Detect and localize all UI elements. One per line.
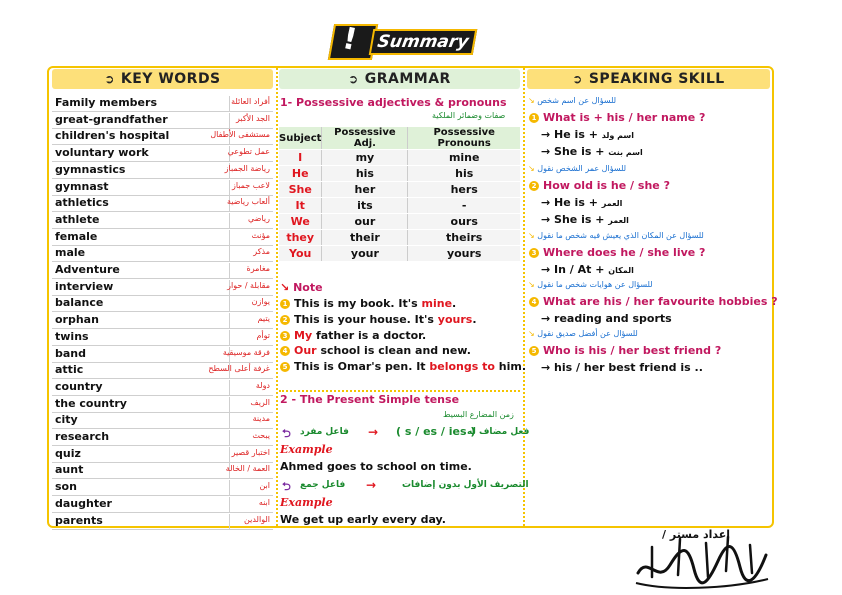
note-highlight: Our <box>294 344 317 358</box>
rule1-verb: فعل مضاف له <box>467 427 530 437</box>
speaking-question <box>529 111 705 124</box>
speaking-answer <box>541 145 643 158</box>
key-word-arabic: أفراد العائلة <box>231 97 270 106</box>
speaking-header-label: SPEAKING SKILL <box>588 71 725 87</box>
table-cell: my <box>322 150 408 166</box>
table-row <box>279 166 520 182</box>
table-row <box>279 230 520 246</box>
key-word-row <box>52 397 273 413</box>
note-text: This is my book. It's <box>294 297 422 310</box>
key-word-english: parents <box>55 513 103 527</box>
key-word-divider <box>229 430 230 446</box>
key-word-english: voluntary work <box>55 146 149 160</box>
note-item <box>280 344 471 357</box>
key-word-arabic: رياضي <box>248 213 270 223</box>
speaking-answer <box>541 263 634 276</box>
speaking-arabic-text: للسؤال عمر الشخص نقول <box>537 164 627 173</box>
note-highlight: mine <box>421 297 453 310</box>
arrow-curved-icon: ⮌ <box>282 427 291 440</box>
key-word-arabic: اختبار قصير <box>231 447 270 457</box>
key-word-divider <box>229 246 230 262</box>
key-word-arabic: توأم <box>256 330 270 340</box>
key-word-row <box>52 196 273 212</box>
note-highlight: yours <box>437 312 473 326</box>
number-badge: 5 <box>280 362 290 372</box>
grammar-section-2-arabic: زمن المضارع البسيط <box>443 410 514 419</box>
speaking-arabic-text: للسؤال عن أفضل صديق نقول <box>537 329 638 338</box>
table-header: Subject <box>279 127 322 150</box>
key-word-english: daughter <box>55 496 112 510</box>
key-word-english: orphan <box>55 313 99 327</box>
speaking-answer-text: reading and sports <box>554 312 672 325</box>
column-divider <box>276 68 278 526</box>
speaking-question <box>529 295 778 308</box>
speaking-arabic-hint <box>528 329 638 338</box>
speaking-arabic-text: للسؤال عن المكان الذي يعيش فيه شخص ما نقول <box>537 231 704 240</box>
key-word-arabic: غرفة أعلى السطح <box>208 364 270 374</box>
arrow-circle-icon: ➲ <box>572 72 583 86</box>
note-text: . <box>452 297 457 310</box>
key-word-arabic: ابن <box>259 481 270 491</box>
speaking-answer-arabic: العمر <box>601 199 623 208</box>
key-word-row <box>52 413 273 429</box>
arrow-right-icon: → <box>541 128 555 141</box>
table-cell: hers <box>408 182 520 198</box>
example-2: We get up early every day. <box>280 513 446 526</box>
key-word-divider <box>229 480 230 496</box>
rule1-singular-subject: فاعل مفرد <box>300 427 349 437</box>
key-word-english: aunt <box>55 463 84 477</box>
key-word-arabic: مغامرة <box>246 264 270 273</box>
number-badge: 3 <box>529 248 539 258</box>
key-word-arabic: مذكر <box>253 247 270 257</box>
section-divider <box>279 390 520 392</box>
arrow-down-right-icon: ↘ <box>528 164 538 173</box>
key-word-row <box>52 363 273 379</box>
note-text: This is your house. It's <box>294 312 438 326</box>
key-word-english: Adventure <box>55 263 120 276</box>
speaking-arabic-text: للسؤال عن هوايات شخص ما نقول <box>537 280 653 289</box>
key-word-arabic: الريف <box>250 397 270 407</box>
rule2-base-verb: التصريف الأول بدون إضافات <box>402 480 529 490</box>
key-word-english: twins <box>55 329 89 343</box>
key-word-row <box>52 263 273 279</box>
grammar-section-1-title: 1- Possessive adjectives & pronouns <box>280 96 507 109</box>
key-word-divider <box>229 330 230 346</box>
key-word-arabic: ألعاب رياضية <box>226 197 270 207</box>
arrow-right-icon: → <box>541 361 555 374</box>
table-cell: his <box>408 166 520 182</box>
arrow-right-icon: → <box>541 196 555 209</box>
key-word-arabic: دولة <box>255 380 270 390</box>
possessive-table <box>279 127 520 262</box>
key-word-row <box>52 347 273 363</box>
key-word-row <box>52 296 273 312</box>
key-word-row <box>52 430 273 446</box>
key-word-row <box>52 514 273 530</box>
exclamation-icon: ! <box>339 20 361 59</box>
key-word-divider <box>229 180 230 196</box>
table-cell: You <box>279 246 322 262</box>
note-item <box>280 329 426 342</box>
key-word-english: interview <box>55 279 114 293</box>
key-word-arabic: يوازن <box>251 297 270 307</box>
key-word-arabic: العمة / الخالة <box>225 464 270 474</box>
arrow-down-right-icon: ↘ <box>528 280 538 289</box>
signature-image <box>628 525 774 591</box>
key-word-divider <box>229 113 230 129</box>
table-cell: her <box>322 182 408 198</box>
note-item <box>280 360 526 373</box>
table-cell: theirs <box>408 230 520 246</box>
table-cell: their <box>322 230 408 246</box>
note-heading <box>280 281 323 294</box>
table-row <box>279 198 520 214</box>
key-word-divider <box>229 313 230 329</box>
table-cell: ours <box>408 214 520 230</box>
key-word-row <box>52 480 273 496</box>
key-word-english: great-grandfather <box>55 112 168 126</box>
arrow-right-icon: → <box>541 312 555 325</box>
key-word-arabic: يبحث <box>252 431 270 440</box>
grammar-header <box>279 69 520 89</box>
arrow-down-right-icon: ↘ <box>528 231 538 240</box>
number-badge: 1 <box>280 299 290 309</box>
key-word-arabic: مؤنث <box>251 230 270 240</box>
number-badge: 5 <box>529 346 539 356</box>
speaking-question <box>529 246 705 259</box>
key-word-row <box>52 230 273 246</box>
table-cell: - <box>408 198 520 214</box>
speaking-answer-text: his / her best friend is .. <box>554 361 703 374</box>
speaking-answer <box>541 213 629 226</box>
speaking-question-text: What are his / her favourite hobbies ? <box>543 295 778 308</box>
speaking-question-text: How old is he / she ? <box>543 179 670 192</box>
table-row <box>279 182 520 198</box>
key-word-english: quiz <box>55 446 81 460</box>
arrow-circle-icon: ➲ <box>104 72 115 86</box>
rule2-arrow: → <box>366 478 377 492</box>
key-word-arabic: مقابلة / حوار <box>227 280 270 290</box>
key-word-row <box>52 113 273 129</box>
arrow-circle-icon: ➲ <box>348 72 359 86</box>
key-word-arabic: فرقة موسيقية <box>222 347 270 357</box>
key-word-english: athlete <box>55 212 100 226</box>
table-cell: He <box>279 166 322 182</box>
key-word-arabic: يتيم <box>257 314 270 324</box>
key-word-row <box>52 313 273 329</box>
key-word-arabic: ابنه <box>258 497 270 507</box>
number-badge: 4 <box>529 297 539 307</box>
key-word-row <box>52 447 273 463</box>
rule1-arrow: → <box>368 425 379 439</box>
speaking-answer-text: He is + <box>554 128 602 141</box>
table-row <box>279 150 520 166</box>
table-cell: our <box>322 214 408 230</box>
key-word-divider <box>229 514 230 530</box>
grammar-header-label: GRAMMAR <box>364 71 451 87</box>
table-cell: they <box>279 230 322 246</box>
speaking-arabic-hint <box>528 164 626 173</box>
key-word-arabic: مستشفى الأطفال <box>210 130 270 140</box>
speaking-answer-arabic: العمر <box>608 216 629 225</box>
arrow-right-icon: → <box>541 263 555 276</box>
speaking-arabic-hint <box>528 231 704 240</box>
speaking-question-text: Where does he / she live ? <box>543 246 706 259</box>
arrow-curved-icon: ⮌ <box>282 480 291 493</box>
note-item <box>280 297 456 310</box>
key-word-english: gymnastics <box>55 162 126 176</box>
speaking-question <box>529 344 721 357</box>
key-word-english: male <box>55 246 86 260</box>
key-word-english: son <box>55 480 77 494</box>
key-word-english: city <box>55 413 78 427</box>
note-text: school is clean and new. <box>316 344 471 358</box>
key-word-english: the country <box>55 396 127 410</box>
key-word-row <box>52 129 273 145</box>
key-word-divider <box>229 397 230 413</box>
key-word-english: Family members <box>55 96 157 109</box>
note-text: . <box>472 312 477 326</box>
key-word-row <box>52 330 273 346</box>
key-word-english: female <box>55 229 98 243</box>
column-divider <box>523 68 525 526</box>
key-word-divider <box>229 230 230 246</box>
arrow-right-icon: → <box>541 213 555 226</box>
author-label: إعداد مستر / <box>662 528 731 541</box>
key-words-header <box>52 69 273 89</box>
arrow-down-right-icon: ↘ <box>280 281 290 294</box>
grammar-section-2-title: 2 - The Present Simple tense <box>280 393 460 406</box>
speaking-answer-text: He is + <box>554 196 602 209</box>
key-word-row <box>52 146 273 162</box>
note-highlight: belongs to <box>429 360 495 374</box>
number-badge: 1 <box>529 113 539 123</box>
speaking-answer-arabic: المكان <box>608 266 634 275</box>
key-word-arabic: الوالدين <box>244 514 270 524</box>
number-badge: 4 <box>280 346 290 356</box>
speaking-question <box>529 179 670 192</box>
arrow-down-right-icon: ↘ <box>528 96 538 105</box>
key-word-english: band <box>55 346 87 360</box>
speaking-arabic-hint <box>528 280 653 289</box>
table-cell: It <box>279 198 322 214</box>
example-1: Ahmed goes to school on time. <box>280 460 472 473</box>
key-words-header-label: KEY WORDS <box>120 71 221 87</box>
key-word-english: athletics <box>55 196 109 210</box>
key-word-arabic: رياضة الجمباز <box>224 163 270 173</box>
speaking-answer <box>541 196 622 209</box>
speaking-answer <box>541 128 634 141</box>
key-word-divider <box>229 213 230 229</box>
key-word-row <box>52 380 273 396</box>
arrow-down-right-icon: ↘ <box>528 329 538 338</box>
speaking-arabic-hint <box>528 96 616 105</box>
number-badge: 3 <box>280 331 290 341</box>
speaking-answer-arabic: اسم ولد <box>601 131 635 140</box>
table-cell: We <box>279 214 322 230</box>
key-word-english: attic <box>55 363 84 377</box>
key-word-arabic: مدينة <box>252 414 270 424</box>
table-cell: your <box>322 246 408 262</box>
key-word-row <box>52 180 273 196</box>
key-word-row <box>52 280 273 296</box>
speaking-answer-text: In / At + <box>554 263 609 276</box>
key-word-row <box>52 463 273 479</box>
speaking-arabic-text: للسؤال عن اسم شخص <box>537 96 617 105</box>
key-word-english: balance <box>55 296 104 310</box>
speaking-answer-text: She is + <box>554 145 609 158</box>
note-text: father is a doctor. <box>312 328 427 342</box>
note-text: him. <box>494 360 527 374</box>
key-word-divider <box>229 263 230 279</box>
key-word-english: gymnast <box>55 179 109 193</box>
key-word-english: research <box>55 430 110 443</box>
note-label: Note <box>293 281 323 294</box>
key-word-divider <box>229 497 230 513</box>
table-cell: mine <box>408 150 520 166</box>
key-word-row <box>52 163 273 179</box>
rule1-suffix: ( s / es / ies ) <box>396 425 476 438</box>
example-label: Example <box>280 496 333 509</box>
key-word-row <box>52 246 273 262</box>
speaking-question-text: Who is his / her best friend ? <box>543 344 722 357</box>
summary-badge <box>331 20 477 60</box>
key-word-english: country <box>55 379 103 393</box>
table-cell: She <box>279 182 322 198</box>
key-word-arabic: لاعب جمباز <box>231 180 270 190</box>
table-header: Possessive Pronouns <box>408 127 520 150</box>
key-word-divider <box>229 447 230 463</box>
grammar-section-1-arabic: صفات وضمائر الملكية <box>432 111 506 120</box>
arrow-right-icon: → <box>541 145 555 158</box>
table-cell: its <box>322 198 408 214</box>
speaking-answer-text: She is + <box>554 213 609 226</box>
speaking-answer <box>541 361 703 374</box>
number-badge: 2 <box>529 181 539 191</box>
speaking-answer-arabic: اسم بنت <box>608 148 643 157</box>
table-row <box>279 214 520 230</box>
key-word-arabic: الجد الأكبر <box>236 113 270 123</box>
key-word-arabic: عمل تطوعي <box>227 147 270 157</box>
key-word-english: children's hospital <box>55 129 170 143</box>
note-text: This is Omar's pen. It <box>294 360 430 374</box>
table-header: Possessive Adj. <box>322 127 408 150</box>
table-cell: his <box>322 166 408 182</box>
key-word-divider <box>229 296 230 312</box>
example-label: Example <box>280 443 333 456</box>
speaking-header <box>527 69 770 89</box>
table-cell: I <box>279 150 322 166</box>
note-item <box>280 313 477 326</box>
table-cell: yours <box>408 246 520 262</box>
key-word-row <box>52 497 273 513</box>
key-word-row <box>52 213 273 229</box>
badge-label: Summary <box>369 29 478 55</box>
rule2-plural-subject: فاعل جمع <box>300 480 346 490</box>
number-badge: 2 <box>280 315 290 325</box>
note-highlight: My <box>294 328 313 342</box>
speaking-answer <box>541 312 672 325</box>
key-word-divider <box>229 96 230 112</box>
key-word-row <box>52 96 273 112</box>
speaking-question-text: What is + his / her name ? <box>543 111 706 124</box>
key-word-divider <box>229 380 230 396</box>
table-row <box>279 246 520 262</box>
key-word-divider <box>229 413 230 429</box>
